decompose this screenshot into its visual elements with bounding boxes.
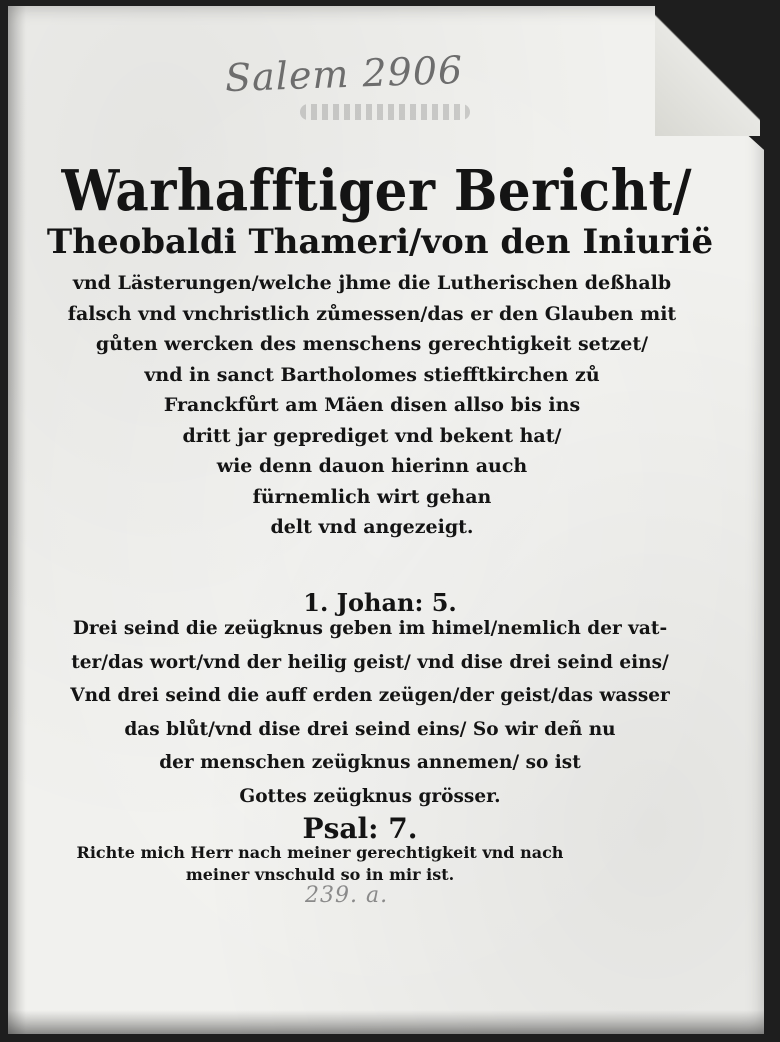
title-main: Warhafftiger Bericht/ bbox=[61, 158, 693, 224]
title-line: wie denn dauon hierinn auch bbox=[216, 455, 528, 477]
verse-line: Drei seind die zeügknus geben im himel/nemlich der vat- bbox=[72, 618, 668, 639]
folded-corner bbox=[655, 6, 760, 136]
title-line: vnd in sanct Bartholomes stiefftkirchen zů bbox=[144, 363, 600, 386]
title-line: vnd Lästerungen/welche jhme die Lutherischen deßhalb bbox=[72, 272, 672, 294]
psalm-text bbox=[0, 842, 710, 886]
verse-line: der menschen zeügknus annemen/ so ist bbox=[159, 752, 581, 773]
title-line: dritt jar geprediget vnd bekent hat/ bbox=[182, 424, 562, 447]
verse-line: Gottes zeügknus grösser. bbox=[239, 785, 501, 807]
title-description bbox=[0, 268, 762, 543]
verse-line: Vnd drei seind die auff erden zeügen/der geist/das wasser bbox=[70, 685, 670, 706]
psalm-line: meiner vnschuld so in mir ist. bbox=[185, 865, 455, 884]
catalog-number-annotation: 239. a. bbox=[305, 883, 389, 908]
shelfmark-annotation: Salem 2906 bbox=[224, 47, 464, 101]
title-line: falsch vnd vnchristlich zůmessen/das er den Glauben mit bbox=[67, 302, 677, 325]
title-line: gůten wercken des menschens gerechtigkeit setzet/ bbox=[95, 333, 649, 355]
title-subtitle: Theobaldi Thameri/von den Iniurië bbox=[46, 222, 714, 262]
title-line: Franckfůrt am Mäen disen allso bis ins bbox=[163, 394, 581, 416]
verse-line: das blůt/vnd dise drei seind eins/ So wir deñ nu bbox=[124, 718, 616, 740]
psalm-line: Richte mich Herr nach meiner gerechtigkeit vnd nach bbox=[76, 843, 564, 862]
psalm-reference: Psal: 7. bbox=[302, 812, 418, 845]
title-line: delt vnd angezeigt. bbox=[270, 516, 474, 538]
bottom-shadow bbox=[8, 1010, 764, 1034]
title-line: fürnemlich wirt gehan bbox=[252, 485, 492, 508]
faded-stamp bbox=[300, 104, 470, 120]
verse-line: ter/das wort/vnd der heilig geist/ vnd dise drei seind eins/ bbox=[71, 651, 669, 673]
verse-text bbox=[0, 612, 760, 813]
verse-reference: 1. Johan: 5. bbox=[303, 588, 457, 617]
